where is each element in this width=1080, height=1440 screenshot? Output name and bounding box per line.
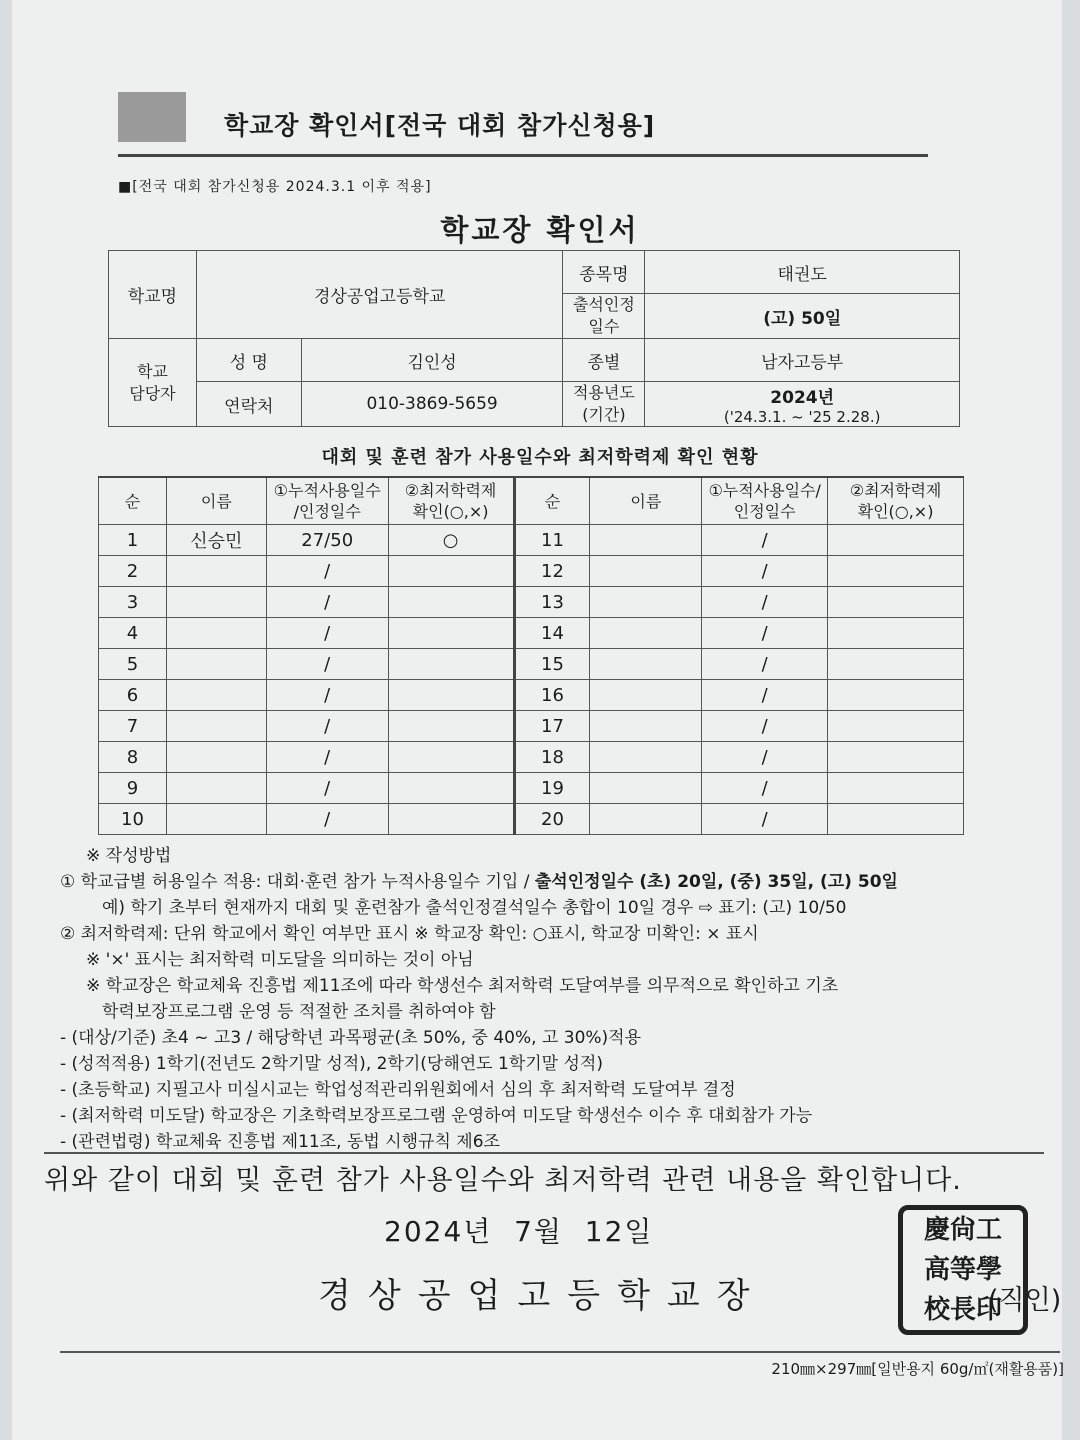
table-row — [99, 711, 964, 742]
row-no: 1 — [99, 525, 167, 556]
row-no-right: 19 — [514, 773, 590, 804]
row-days-right: / — [702, 618, 828, 649]
table-row — [99, 649, 964, 680]
row-days: / — [266, 649, 388, 680]
row-no-right: 18 — [514, 742, 590, 773]
row-name — [166, 804, 266, 835]
instruction-line: - (초등학교) 지필고사 미실시교는 학업성적관리위원회에서 심의 후 최저학력 도달여부 결정 — [60, 1080, 736, 1100]
instruction-line-text: ① 학교급별 허용일수 적용: 대회·훈련 참가 누적사용일수 기입 / — [60, 872, 535, 892]
instructions-title: ※ 작성방법 — [86, 846, 172, 866]
form-header-title: 학교장 확인서[전국 대회 참가신청용] — [224, 111, 656, 140]
row-check — [388, 618, 514, 649]
row-name-right — [590, 587, 702, 618]
row-name — [166, 680, 266, 711]
row-check — [388, 649, 514, 680]
school-name-label: 학교명 — [109, 251, 197, 339]
row-days: / — [266, 680, 388, 711]
row-check-right — [828, 742, 964, 773]
header-gray-block — [118, 92, 186, 142]
table-row — [99, 773, 964, 804]
school-name-value: 경상공업고등학교 — [196, 251, 563, 339]
instruction-line: - (대상/기준) 초4 ~ 고3 / 해당학년 과목평균(초 50%, 중 40%, 고 30%)적용 — [60, 1028, 642, 1048]
row-name — [166, 587, 266, 618]
status-section-title: 대회 및 훈련 참가 사용일수와 최저학력제 확인 현황 — [321, 447, 759, 468]
row-days: / — [266, 587, 388, 618]
header-days-right: ①누적사용일수/ 인정일수 — [702, 477, 828, 525]
confirmation-statement: 위와 같이 대회 및 훈련 참가 사용일수와 최저학력 관련 내용을 확인합니다. — [44, 1152, 1044, 1197]
manager-name-label: 성 명 — [196, 339, 301, 382]
row-check-right — [828, 773, 964, 804]
seal-mark-label: (직인) — [988, 1285, 1062, 1316]
row-name-right — [590, 649, 702, 680]
row-check — [388, 680, 514, 711]
table-row — [99, 618, 964, 649]
row-days-right: / — [702, 680, 828, 711]
row-name — [166, 773, 266, 804]
row-days-right: / — [702, 804, 828, 835]
header-name-left: 이름 — [166, 477, 266, 525]
row-name-right — [590, 773, 702, 804]
row-no: 8 — [99, 742, 167, 773]
row-days: / — [266, 742, 388, 773]
row-name — [166, 618, 266, 649]
row-check: ○ — [388, 525, 514, 556]
row-name-right — [590, 680, 702, 711]
header-days-left: ①누적사용일수 /인정일수 — [266, 477, 388, 525]
row-name — [166, 556, 266, 587]
school-info-table — [108, 250, 960, 427]
row-name-right — [590, 742, 702, 773]
row-no-right: 13 — [514, 587, 590, 618]
row-no-right: 17 — [514, 711, 590, 742]
row-days: 27/50 — [266, 525, 388, 556]
table-row — [99, 525, 964, 556]
form-applicability-note: ■[전국 대회 참가신청용 2024.3.1 이후 적용] — [118, 179, 432, 195]
category-value: 남자고등부 — [645, 339, 960, 382]
instruction-line: ※ 학교장은 학교체육 진흥법 제11조에 따라 학생선수 최저학력 도달여부를 의무적으로 확인하고 기초 — [86, 976, 839, 996]
issue-date: 2024년 7월 12일 — [384, 1215, 654, 1248]
row-name-right — [590, 711, 702, 742]
instruction-line: 예) 학기 초부터 현재까지 대회 및 훈련참가 출석인정결석일수 총합이 10일 경우 ⇨ 표기: (고) 10/50 — [102, 898, 847, 918]
applied-year-value: 2024년 — [770, 387, 835, 408]
table-row — [99, 742, 964, 773]
row-no: 9 — [99, 773, 167, 804]
row-check-right — [828, 680, 964, 711]
row-name — [166, 711, 266, 742]
row-check-right — [828, 618, 964, 649]
instruction-line — [60, 869, 1060, 895]
applied-year-period: ('24.3.1. ~ '25 2.28.) — [723, 407, 881, 426]
row-days: / — [266, 773, 388, 804]
row-check-right — [828, 525, 964, 556]
header-name-right: 이름 — [590, 477, 702, 525]
applied-year-cell — [645, 382, 960, 427]
table-row — [99, 680, 964, 711]
instruction-line: ※ '×' 표시는 최저학력 미도달을 의미하는 것이 아님 — [86, 950, 474, 970]
row-check-right — [828, 804, 964, 835]
contact-label: 연락처 — [196, 382, 301, 427]
instruction-line-bold: 출석인정일수 (초) 20일, (중) 35일, (고) 50일 — [534, 872, 898, 892]
row-no-right: 11 — [514, 525, 590, 556]
participation-table — [98, 476, 964, 835]
instruction-line: 학력보장프로그램 운영 등 적절한 조치를 취하여야 함 — [102, 1002, 496, 1022]
row-check — [388, 556, 514, 587]
official-seal-image: 慶尙工 高等學 校長印 — [898, 1205, 1028, 1335]
row-no-right: 16 — [514, 680, 590, 711]
school-manager-label: 학교 담당자 — [109, 339, 197, 427]
contact-value: 010-3869-5659 — [301, 382, 563, 427]
header-check-left: ②최저학력제 확인(○,×) — [388, 477, 514, 525]
manager-name-value: 김인성 — [301, 339, 563, 382]
row-no-right: 20 — [514, 804, 590, 835]
row-no-right: 14 — [514, 618, 590, 649]
row-check — [388, 587, 514, 618]
principal-title: 경상공업고등학교장 — [318, 1276, 767, 1316]
row-days: / — [266, 618, 388, 649]
row-days-right: / — [702, 711, 828, 742]
row-days-right: / — [702, 556, 828, 587]
row-check — [388, 804, 514, 835]
row-days: / — [266, 804, 388, 835]
row-no-right: 12 — [514, 556, 590, 587]
writing-instructions — [60, 843, 1060, 1155]
category-label: 종별 — [563, 339, 645, 382]
row-days-right: / — [702, 649, 828, 680]
row-no: 7 — [99, 711, 167, 742]
row-no-right: 15 — [514, 649, 590, 680]
row-name-right — [590, 804, 702, 835]
footer-divider — [60, 1351, 1060, 1353]
row-name-right — [590, 618, 702, 649]
row-check-right — [828, 587, 964, 618]
row-days-right: / — [702, 773, 828, 804]
row-no: 3 — [99, 587, 167, 618]
row-no: 4 — [99, 618, 167, 649]
attendance-days-label: 출석인정 일수 — [563, 294, 645, 339]
row-days-right: / — [702, 525, 828, 556]
row-name-right — [590, 556, 702, 587]
instruction-line: - (성적적용) 1학기(전년도 2학기말 성적), 2학기(당해연도 1학기말 성적) — [60, 1054, 603, 1074]
row-days: / — [266, 556, 388, 587]
sport-label: 종목명 — [563, 251, 645, 294]
row-check-right — [828, 711, 964, 742]
header-check-right: ②최저학력제 확인(○,×) — [828, 477, 964, 525]
table-row — [99, 587, 964, 618]
form-header — [118, 92, 928, 157]
row-name — [166, 649, 266, 680]
row-check — [388, 773, 514, 804]
row-no: 6 — [99, 680, 167, 711]
table-row — [99, 556, 964, 587]
table-row — [99, 804, 964, 835]
document-title: 학교장 확인서 — [440, 213, 640, 247]
paper-spec: 210㎜×297㎜[일반용지 60g/㎡(재활용품)] — [771, 1360, 1064, 1378]
instruction-line: ② 최저학력제: 단위 학교에서 확인 여부만 표시 ※ 학교장 확인: ○표시, 학교장 미확인: × 표시 — [60, 924, 759, 944]
row-days-right: / — [702, 742, 828, 773]
row-no: 5 — [99, 649, 167, 680]
row-check-right — [828, 556, 964, 587]
instruction-line: - (관련법령) 학교체육 진흥법 제11조, 동법 시행규칙 제6조 — [60, 1132, 500, 1152]
row-name: 신승민 — [166, 525, 266, 556]
row-check-right — [828, 649, 964, 680]
row-no: 10 — [99, 804, 167, 835]
row-check — [388, 711, 514, 742]
attendance-days-value: (고) 50일 — [645, 294, 960, 339]
row-days: / — [266, 711, 388, 742]
row-no: 2 — [99, 556, 167, 587]
row-check — [388, 742, 514, 773]
instruction-line: - (최저학력 미도달) 학교장은 기초학력보장프로그램 운영하여 미도달 학생선수 이수 후 대회참가 가능 — [60, 1106, 813, 1126]
sport-value: 태권도 — [645, 251, 960, 294]
header-no-left: 순 — [99, 477, 167, 525]
row-name — [166, 742, 266, 773]
row-days-right: / — [702, 587, 828, 618]
applied-year-label: 적용년도 (기간) — [563, 382, 645, 427]
row-name-right — [590, 525, 702, 556]
header-no-right: 순 — [514, 477, 590, 525]
